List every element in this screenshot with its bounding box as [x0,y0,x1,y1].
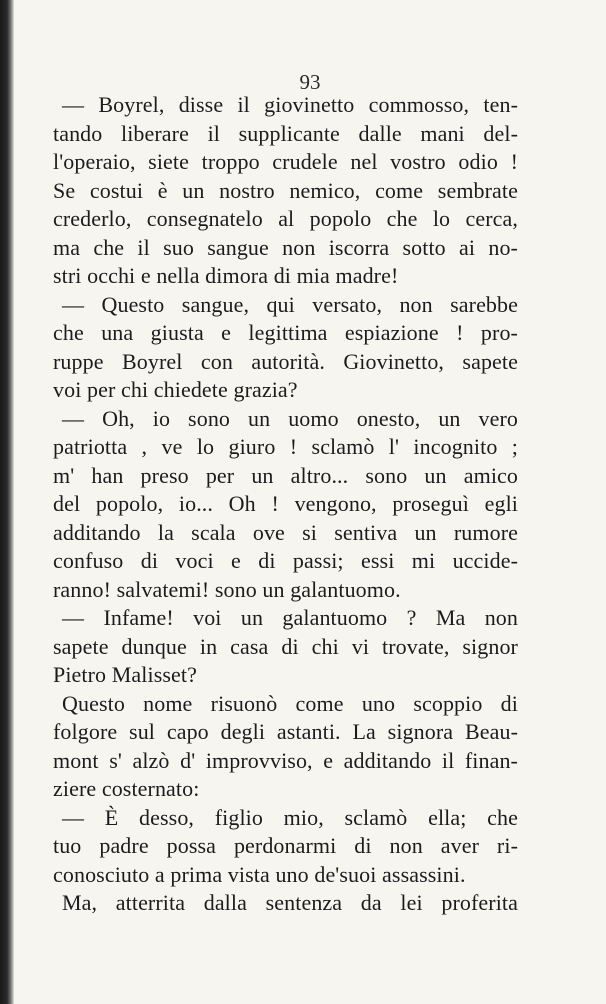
text-line: folgore sul capo degli astanti. La signora Beau- [53,719,518,744]
text-line: del popolo, io... Oh ! vengono, proseguì egli [53,491,518,516]
text-line: — Oh, io sono un uomo onesto, un vero [62,405,518,431]
text-line: ranno! salvatemi! sono un galantuomo. [53,576,401,602]
text-line: conosciuto a prima vista uno de'suoi assassini. [53,861,466,887]
text-line: m' han preso per un altro... sono un amico [53,462,518,488]
page-text [53,91,518,918]
book-page [14,0,606,1004]
page-number: 93 [299,70,321,94]
text-line: ma che il suo sangue non iscorra sotto ai no- [53,234,518,260]
text-line: Ma, atterrita dalla sentenza da lei proferita [62,890,518,915]
text-line: stri occhi e nella dimora di mia madre! [53,263,399,288]
scan-shadow-edge [0,0,14,1004]
text-line: additando la scala ove si sentiva un rumore [53,519,518,545]
text-line: Pietro Malisset? [53,662,197,687]
text-line: crederlo, consegnatelo al popolo che lo cerca, [53,206,518,231]
text-line: confuso di voci e di passi; essi mi uccide- [53,548,518,573]
text-line: voi per chi chiedete grazia? [53,377,298,402]
text-line: tuo padre possa perdonarmi di non aver ri- [53,833,518,858]
text-line: — Questo sangue, qui versato, non sarebbe [62,291,518,317]
text-line: — Boyrel, disse il giovinetto commosso, ten- [62,92,518,117]
text-line: l'operaio, siete troppo crudele nel vostro odio ! [53,149,518,174]
text-line: che una giusta e legittima espiazione ! pro- [53,320,518,345]
text-line: ruppe Boyrel con autorità. Giovinetto, sapete [53,348,518,374]
text-line: mont s' alzò d' improvviso, e additando il finan- [53,747,518,773]
text-line: tando liberare il supplicante dalle mani del- [53,120,518,146]
text-line: ziere costernato: [53,776,200,801]
text-line: — È desso, figlio mio, sclamò ella; che [62,804,518,830]
text-line: Se costui è un nostro nemico, come sembrate [53,177,518,203]
text-line: Questo nome risuonò come uno scoppio di [62,690,518,716]
text-line: sapete dunque in casa di chi vi trovate, signor [53,633,518,659]
text-line: patriotta , ve lo giuro ! sclamò l' incognito ; [53,434,518,459]
text-line: — Infame! voi un galantuomo ? Ma non [62,605,518,630]
